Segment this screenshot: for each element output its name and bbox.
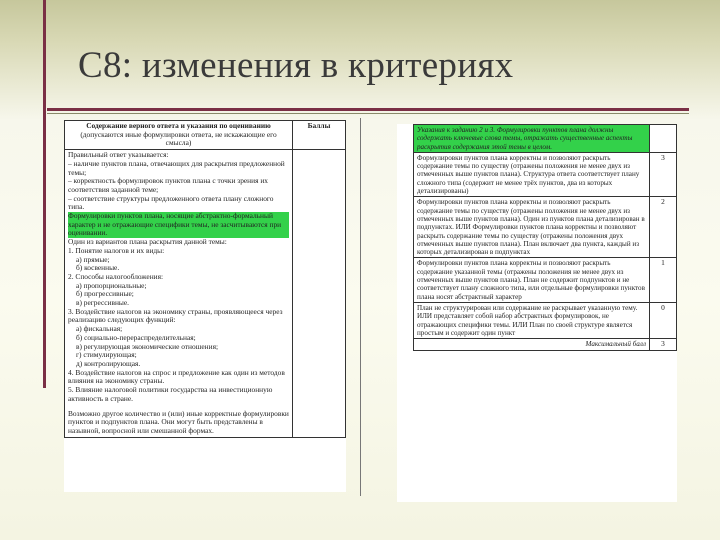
intro-line: Правильный ответ указывается: [68,150,169,160]
header-answer-line2: (допускаются иные формулировки ответа, не искажающие его смысла) [80,129,277,148]
criteria-document-right [397,124,677,502]
plan-line: а) прямые; [76,254,110,264]
plan-line: в) регулирующая экономические отношения; [76,341,219,351]
header-answer-line1: Содержание верного ответа и указания по оцениванию [86,121,271,130]
plan-line: 3. Воздействие налогов на экономику страны, проявляющееся через реализацию следующих функций: [68,306,283,325]
plan-line: б) социально-перераспределительная; [76,332,196,342]
plan-line: Один из вариантов плана раскрытия данной темы: [68,237,227,247]
header-answer-cell [65,121,293,150]
criteria-total-row [414,339,677,351]
plan-line: г) стимулирующая; [76,350,137,360]
plan-line: а) фискальная; [76,324,123,334]
plan-line: 2. Способы налогообложения: [68,271,164,281]
accent-horizontal-line [47,108,689,111]
score-cell-empty [293,150,346,438]
criteria-points-cell: 3 [650,152,677,196]
accent-horizontal-line-thin [47,113,689,114]
criteria-points-cell: 1 [650,258,677,302]
header-score-cell: Баллы [293,121,346,150]
intro-line: – наличие пунктов плана, отвечающих для раскрытия предложенной темы; [68,158,285,177]
criteria-text-cell: План не структурирован или содержание не раскрывает указанную тему. ИЛИ представляет собой набор абстрактных формулировок, не отражающих специфики темы. ИЛИ План по своей структуре является простым и содержит один пункт [414,302,650,338]
criteria-table-right [413,124,677,351]
document-divider [360,118,361,496]
intro-line: – соответствие структуры предложенного ответа плану сложного типа. [68,193,274,212]
criteria-row [414,197,677,258]
plan-line: 1. Понятие налогов и их виды: [68,245,165,255]
criteria-text-cell: Формулировки пунктов плана корректны и позволяют раскрыть содержание темы по существу (отражены положения не менее двух из отмеченных выше пунктов плана). Структура ответа соответствует плану сложного типа (содержит не менее трёх пунктов, два из которых детализированы) [414,152,650,196]
criteria-points-cell: 0 [650,302,677,338]
highlighted-note: Формулировки пунктов плана, носящие абстрактно-формальный характер и не отражающие специфики темы, не засчитываются при оценивании. [68,212,289,238]
criteria-points-cell [650,125,677,153]
accent-vertical-line [43,0,46,388]
plan-line: а) пропорциональные; [76,280,147,290]
max-score-value: 3 [650,339,677,351]
criteria-table-left [64,120,346,438]
table-body-row [65,150,346,438]
criteria-points-cell: 2 [650,197,677,258]
plan-line: б) косвенные. [76,263,120,273]
criteria-document-left [64,120,346,492]
intro-line: – корректность формулировок пунктов плана с точки зрения их соответствия заданной теме; [68,176,268,194]
criteria-row [414,152,677,196]
criteria-text-cell: Указания к заданию 2 и 3. Формулировки пунктов плана должны содержать ключевые слова темы, отражать существенные аспекты раскрытия содержания этой темы в целом. [414,125,650,153]
plan-line: б) прогрессивные; [76,289,134,299]
plan-line: 4. Воздействие налогов на спрос и предложение как один из методов влияния на экономику страны. [68,367,285,386]
slide-title: С8: изменения в критериях [78,45,514,86]
plan-line: в) регрессивные. [76,298,130,308]
criteria-row [414,302,677,338]
criteria-row [414,258,677,302]
criteria-text-cell: Формулировки пунктов плана корректны и позволяют раскрыть содержание темы по существу (отражены положения не менее двух из отмеченных выше пунктов плана). Один из пунктов плана детализирован в подпунктах. ИЛИ Формулировки пунктов плана корректны и позволяют раскрыть содержание темы по существу (отражены положения двух отмеченных выше пунктов плана). План включает два пункта, каждый из которых детализирован в подпунктах [414,197,650,258]
table-header-row [65,121,346,150]
max-score-label: Максимальный балл [414,339,650,351]
criteria-text-cell: Формулировки пунктов плана корректны и позволяют раскрыть содержание указанной темы (отражены положения не менее двух из отмеченных выше пунктов плана). План не содержит подпунктов и не соответствует плану сложного типа, или отдельные формулировки пунктов плана носят абстрактный характер [414,258,650,302]
answer-content-cell [65,150,293,438]
plan-line: д) контролирующая. [76,358,141,368]
plan-line: 5. Влияние налоговой политики государства на инвестиционную активность в стране. [68,385,273,403]
footer-note: Возможно другое количество и (или) иные корректные формулировки пунктов и подпунктов плана. Они могут быть представлены в назывной, вопросной или смешанной формах. [68,408,289,435]
criteria-row [414,125,677,153]
